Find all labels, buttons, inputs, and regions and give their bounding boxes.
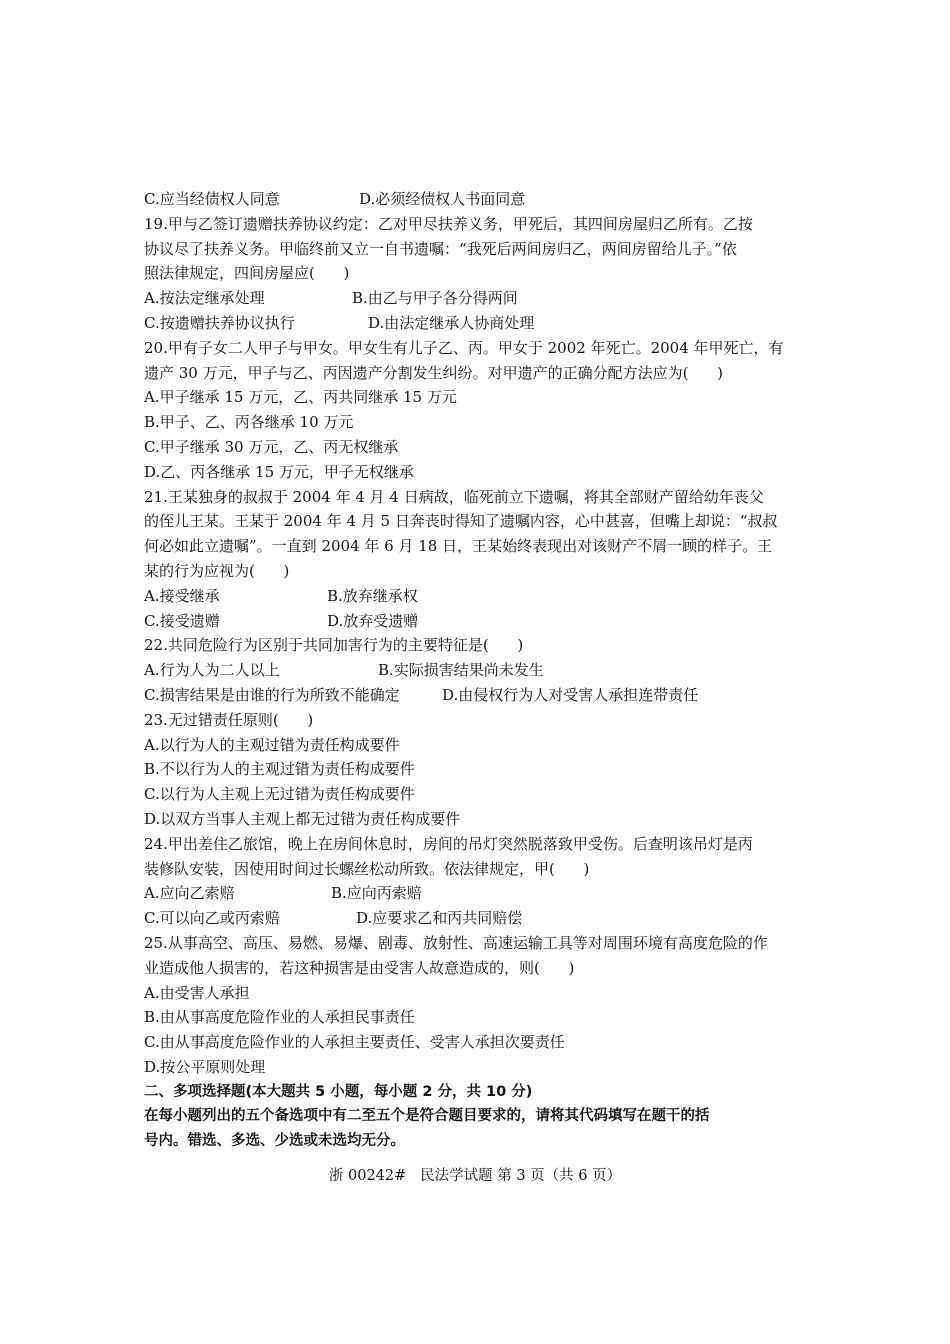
q24-options-cd [144, 906, 810, 931]
q23-option-d: D.以双方当事人主观上都无过错为责任构成要件 [144, 809, 461, 828]
q25-option-c: C.由从事高度危险作业的人承担主要责任、受害人承担次要责任 [144, 1033, 565, 1052]
q22-option-c: C.损害结果是由谁的行为所致不能确定 [144, 685, 400, 704]
q21-stem-line-1: 21.王某独身的叔叔于 2004 年 4 月 4 日病故，临死前立下遗嘱，将其全部财产留给幼年丧父 [144, 487, 764, 506]
q24-stem-line-2: 装修队安装，因使用时间过长螺丝松动所致。依法律规定，甲( ) [144, 859, 590, 878]
q21-stem-line-2: 的侄儿王某。王某于 2004 年 4 月 5 日奔丧时得知了遗嘱内容，心中甚喜，但嘴上却说：“叔叔 [144, 512, 778, 531]
q24-option-d: D.应要求乙和丙共同赔偿 [356, 909, 523, 928]
q22-option-b: B.实际损害结果尚未发生 [378, 661, 544, 680]
q19-stem-line-2: 协议尽了扶养义务。甲临终前又立一自书遗嘱：“我死后两间房归乙，两间房留给儿子。”依 [144, 239, 737, 258]
q19-stem-line-1: 19.甲与乙签订遗赠扶养协议约定：乙对甲尽扶养义务，甲死后，其四间房屋归乙所有。乙按 [144, 214, 753, 233]
q19-options-ab [144, 286, 810, 311]
q21-options-cd [144, 609, 810, 634]
q24-option-c: C.可以向乙或丙索赔 [144, 909, 280, 928]
q20-stem-line-1: 20.甲有子女二人甲子与甲女。甲女生有儿子乙、丙。甲女于 2002 年死亡。2004 年甲死亡，有 [144, 338, 784, 357]
q18-options-cd [144, 187, 810, 212]
q25-option-a: A.由受害人承担 [144, 983, 250, 1002]
q25-option-d: D.按公平原则处理 [144, 1057, 266, 1076]
q20-option-c: C.甲子继承 30 万元，乙、丙无权继承 [144, 437, 399, 456]
q21-stem-line-3: 何必如此立遗嘱”。一直到 2004 年 6 月 18 日，王某始终表现出对该财产不屑一顾的样子。王 [144, 537, 773, 556]
q21-option-a: A.接受继承 [144, 586, 220, 605]
q19-option-a: A.按法定继承处理 [144, 289, 265, 308]
section2-instruction-line-1: 在每小题列出的五个备选项中有二至五个是符合题目要求的，请将其代码填写在题干的括 [144, 1108, 710, 1125]
q22-options-ab [144, 658, 810, 683]
q25-option-b: B.由从事高度危险作业的人承担民事责任 [144, 1008, 415, 1027]
q23-option-b: B.不以行为人的主观过错为责任构成要件 [144, 760, 415, 779]
q20-option-a: A.甲子继承 15 万元，乙、丙共同继承 15 万元 [144, 388, 457, 407]
q21-option-b: B.放弃继承权 [327, 586, 418, 605]
q21-options-ab [144, 584, 810, 609]
q25-stem-line-1: 25.从事高空、高压、易燃、易爆、剧毒、放射性、高速运输工具等对周围环境有高度危险的作 [144, 933, 768, 952]
q24-options-ab [144, 881, 810, 906]
q25-stem-line-2: 业造成他人损害的，若这种损害是由受害人故意造成的，则( ) [144, 958, 575, 977]
q18-option-d: D.必须经债权人书面同意 [359, 190, 526, 208]
q24-option-a: A.应向乙索赔 [144, 884, 235, 903]
q21-option-d: D.放弃受遗赠 [327, 611, 419, 630]
q19-stem-line-3: 照法律规定，四间房屋应( ) [144, 264, 350, 283]
q19-option-c: C.按遗赠扶养协议执行 [144, 313, 295, 332]
q18-option-c: C.应当经债权人同意 [144, 190, 280, 208]
exam-page-body [144, 187, 810, 1154]
q21-option-c: C.接受遗赠 [144, 611, 220, 630]
q23-option-a: A.以行为人的主观过错为责任构成要件 [144, 735, 400, 754]
q22-options-cd [144, 683, 810, 708]
page-footer: 浙 00242# 民法学试题 第 3 页（共 6 页） [328, 1168, 622, 1184]
q19-option-d: D.由法定继承人协商处理 [368, 313, 535, 332]
q19-option-b: B.由乙与甲子各分得两间 [352, 289, 518, 308]
q23-option-c: C.以行为人主观上无过错为责任构成要件 [144, 785, 415, 804]
q20-stem-line-2: 遗产 30 万元，甲子与乙、丙因遗产分割发生纠纷。对甲遗产的正确分配方法应为( ) [144, 363, 723, 382]
q24-stem-line-1: 24.甲出差住乙旅馆，晚上在房间休息时，房间的吊灯突然脱落致甲受伤。后查明该吊灯是丙 [144, 834, 753, 853]
q20-option-d: D.乙、丙各继承 15 万元，甲子无权继承 [144, 462, 414, 481]
q22-option-a: A.行为人为二人以上 [144, 661, 280, 680]
q22-option-d: D.由侵权行为人对受害人承担连带责任 [442, 685, 699, 704]
section2-instruction-line-2: 号内。错选、多选、少选或未选均无分。 [144, 1133, 405, 1150]
q19-options-cd [144, 311, 810, 336]
q20-option-b: B.甲子、乙、丙各继承 10 万元 [144, 413, 354, 432]
q22-stem: 22.共同危险行为区别于共同加害行为的主要特征是( ) [144, 636, 524, 655]
q23-stem: 23.无过错责任原则( ) [144, 710, 314, 729]
section2-title: 二、多项选择题(本大题共 5 小题，每小题 2 分，共 10 分) [144, 1083, 533, 1100]
q24-option-b: B.应向丙索赔 [331, 884, 422, 903]
q21-stem-line-4: 某的行为应视为( ) [144, 561, 290, 580]
